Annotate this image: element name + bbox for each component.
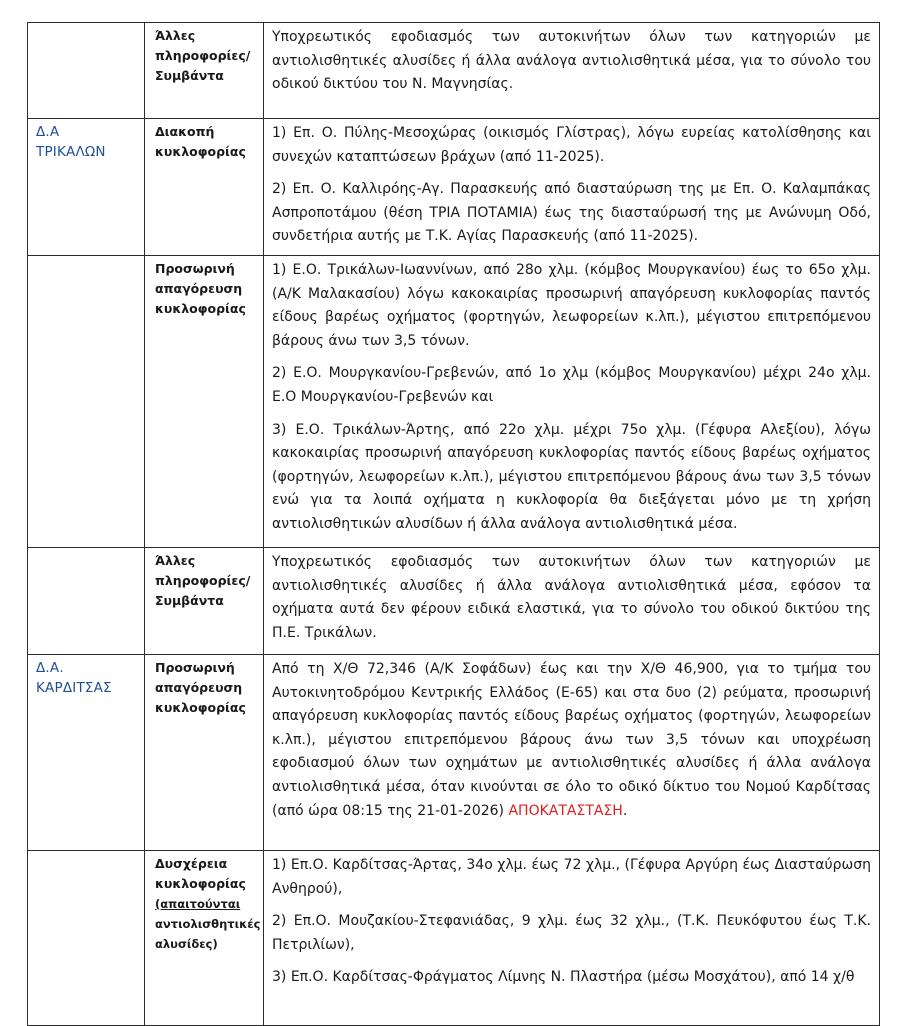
table-row (28, 23, 880, 119)
description-cell (264, 548, 880, 655)
table-row (28, 548, 880, 655)
list-item: 2) Επ.Ο. Μουζακίου-Στεφανιάδας, 9 χλμ. έως 32 χλμ., (Τ.Κ. Πευκόφυτου έως Τ.Κ. Πετριλίων), (272, 913, 871, 953)
region-cell: Δ.Α. ΚΑΡΔΙΤΣΑΣ (28, 655, 145, 851)
category-cell: Προσωρινή απαγόρευση κυκλοφορίας (145, 256, 264, 548)
list-item: 1) Επ. Ο. Πύλης-Μεσοχώρας (οικισμός Γλίστρας), λόγω ευρείας κατολίσθησης και συνεχών καταπτώσεων βράχων (από 11-2025). (272, 125, 871, 165)
region-cell (28, 851, 145, 1026)
table-row (28, 851, 880, 1026)
region-cell: Δ.Α ΤΡΙΚΑΛΩΝ (28, 119, 145, 256)
description-cell (264, 23, 880, 119)
table-row (28, 655, 880, 851)
category-cell: Άλλες πληροφορίες/ Συμβάντα (145, 548, 264, 655)
description-text: Υποχρεωτικός εφοδιασμός των αυτοκινήτων όλων των κατηγοριών με αντιολισθητικές αλυσίδες ή άλλα ανάλογα αντιολισθητικά μέσα, για το σύνολο του οδικού δικτύου του Ν. Μαγνησίας. (272, 29, 871, 93)
category-cell: Άλλες πληροφορίες/ Συμβάντα (145, 23, 264, 119)
description-cell (264, 851, 880, 1026)
region-cell (28, 256, 145, 548)
description-text: Υποχρεωτικός εφοδιασμός των αυτοκινήτων όλων των κατηγοριών με αντιολισθητικές αλυσίδες ή άλλα ανάλογα αντιολισθητικά μέσα, εφόσον τα οχήματα αυτά δεν φέρουν ειδικά ελαστικά, για το σύνολο του οδικού δικτύου της Π.Ε. Τρικάλων. (272, 554, 871, 641)
list-item: 3) Επ.Ο. Καρδίτσας-Φράγματος Λίμνης Ν. Πλαστήρα (μέσω Μοσχάτου), από 14 χ/θ (272, 969, 855, 986)
road-status-table (27, 22, 880, 1026)
list-item: 3) Ε.Ο. Τρικάλων-Άρτης, από 22ο χλμ. μέχρι 75ο χλμ. (Γέφυρα Αλεξίου), λόγω κακοκαιρίας προσωρινή απαγόρευση κυκλοφορίας παντός είδους βαρέως οχήματος (φορτηγών, λεωφορείων κ.λπ.), μέγιστου επιτρεπόμενου βάρους άνω των 3,5 τόνων ενώ για τα λοιπά οχήματα η κυκλοφορία θα διεξάγεται μόνο με τη χρήση αντιολισθητικών αλυσίδων ή άλλα ανάλογα αντιολισθητικά μέσα. (272, 421, 871, 532)
description-cell (264, 119, 880, 256)
list-item: 2) Επ. Ο. Καλλιρόης-Αγ. Παρασκευής από διασταύρωση της με Επ. Ο. Καλαμπάκας Ασπροποτάμου (θέση ΤΡΙΑ ΠΟΤΑΜΙΑ) έως της διασταύρωσή της με Ανώνυμη Οδό, συνδετήρια αυτής με Τ.Κ. Αγίας Παρασκευής (από 11-2025). (272, 181, 871, 245)
description-text: Από τη Χ/Θ 72,346 (Α/Κ Σοφάδων) έως και την Χ/Θ 46,900, για το τμήμα του Αυτοκινητοδρόμου Κεντρικής Ελλάδος (Ε-65) και στα δυο (2) ρεύματα, προσωρινή απαγόρευση κυκλοφορίας παντός είδους βαρέως οχήματος (φορτηγών, λεωφορείων κ.λπ.), μέγιστου επιτρεπόμενου βάρους άνω των 3,5 τόνων και υποχρέωση εφοδιασμού όλων των οχημάτων με αντιολισθητικές αλυσίδες ή άλλα ανάλογα αντιολισθητικά μέσα, όταν κινούνται σε όλο το οδικό δίκτυο του Νομού Καρδίτσας (από ώρα 08:15 της 21-01-2026) ΑΠΟΚΑΤΑΣΤΑΣΗ. (272, 661, 871, 819)
table-row (28, 256, 880, 548)
category-cell: Προσωρινή απαγόρευση κυκλοφορίας (145, 655, 264, 851)
status-badge: ΑΠΟΚΑΤΑΣΤΑΣΗ (508, 802, 623, 819)
region-cell (28, 23, 145, 119)
description-cell (264, 655, 880, 851)
list-item: 1) Ε.Ο. Τρικάλων-Ιωαννίνων, από 28ο χλμ. (κόμβος Μουργκανίου) έως το 65ο χλμ. (Α/Κ Μαλακασίου) λόγω κακοκαιρίας προσωρινή απαγόρευση κυκλοφορίας παντός είδους βαρέως οχήματος (φορτηγών, λεωφορείων κ.λπ.), μέγιστου επιτρεπόμενου βάρους άνω των 3,5 τόνων. (272, 262, 871, 349)
region-cell (28, 548, 145, 655)
description-cell (264, 256, 880, 548)
list-item: 1) Επ.Ο. Καρδίτσας-Άρτας, 34ο χλμ. έως 72 χλμ., (Γέφυρα Αργύρη έως Διασταύρωση Ανθηρού), (272, 857, 871, 897)
category-cell: Διακοπή κυκλοφορίας (145, 119, 264, 256)
list-item: 2) Ε.Ο. Μουργκανίου-Γρεβενών, από 1ο χλμ (κόμβος Μουργκανίου) μέχρι 24ο χλμ. Ε.Ο Μουργκανίου-Γρεβενών και (272, 365, 871, 405)
table-row (28, 119, 880, 256)
category-cell: Δυσχέρεια κυκλοφορίας (απαιτούνται αντιολισθητικές αλυσίδες) (145, 851, 264, 1026)
